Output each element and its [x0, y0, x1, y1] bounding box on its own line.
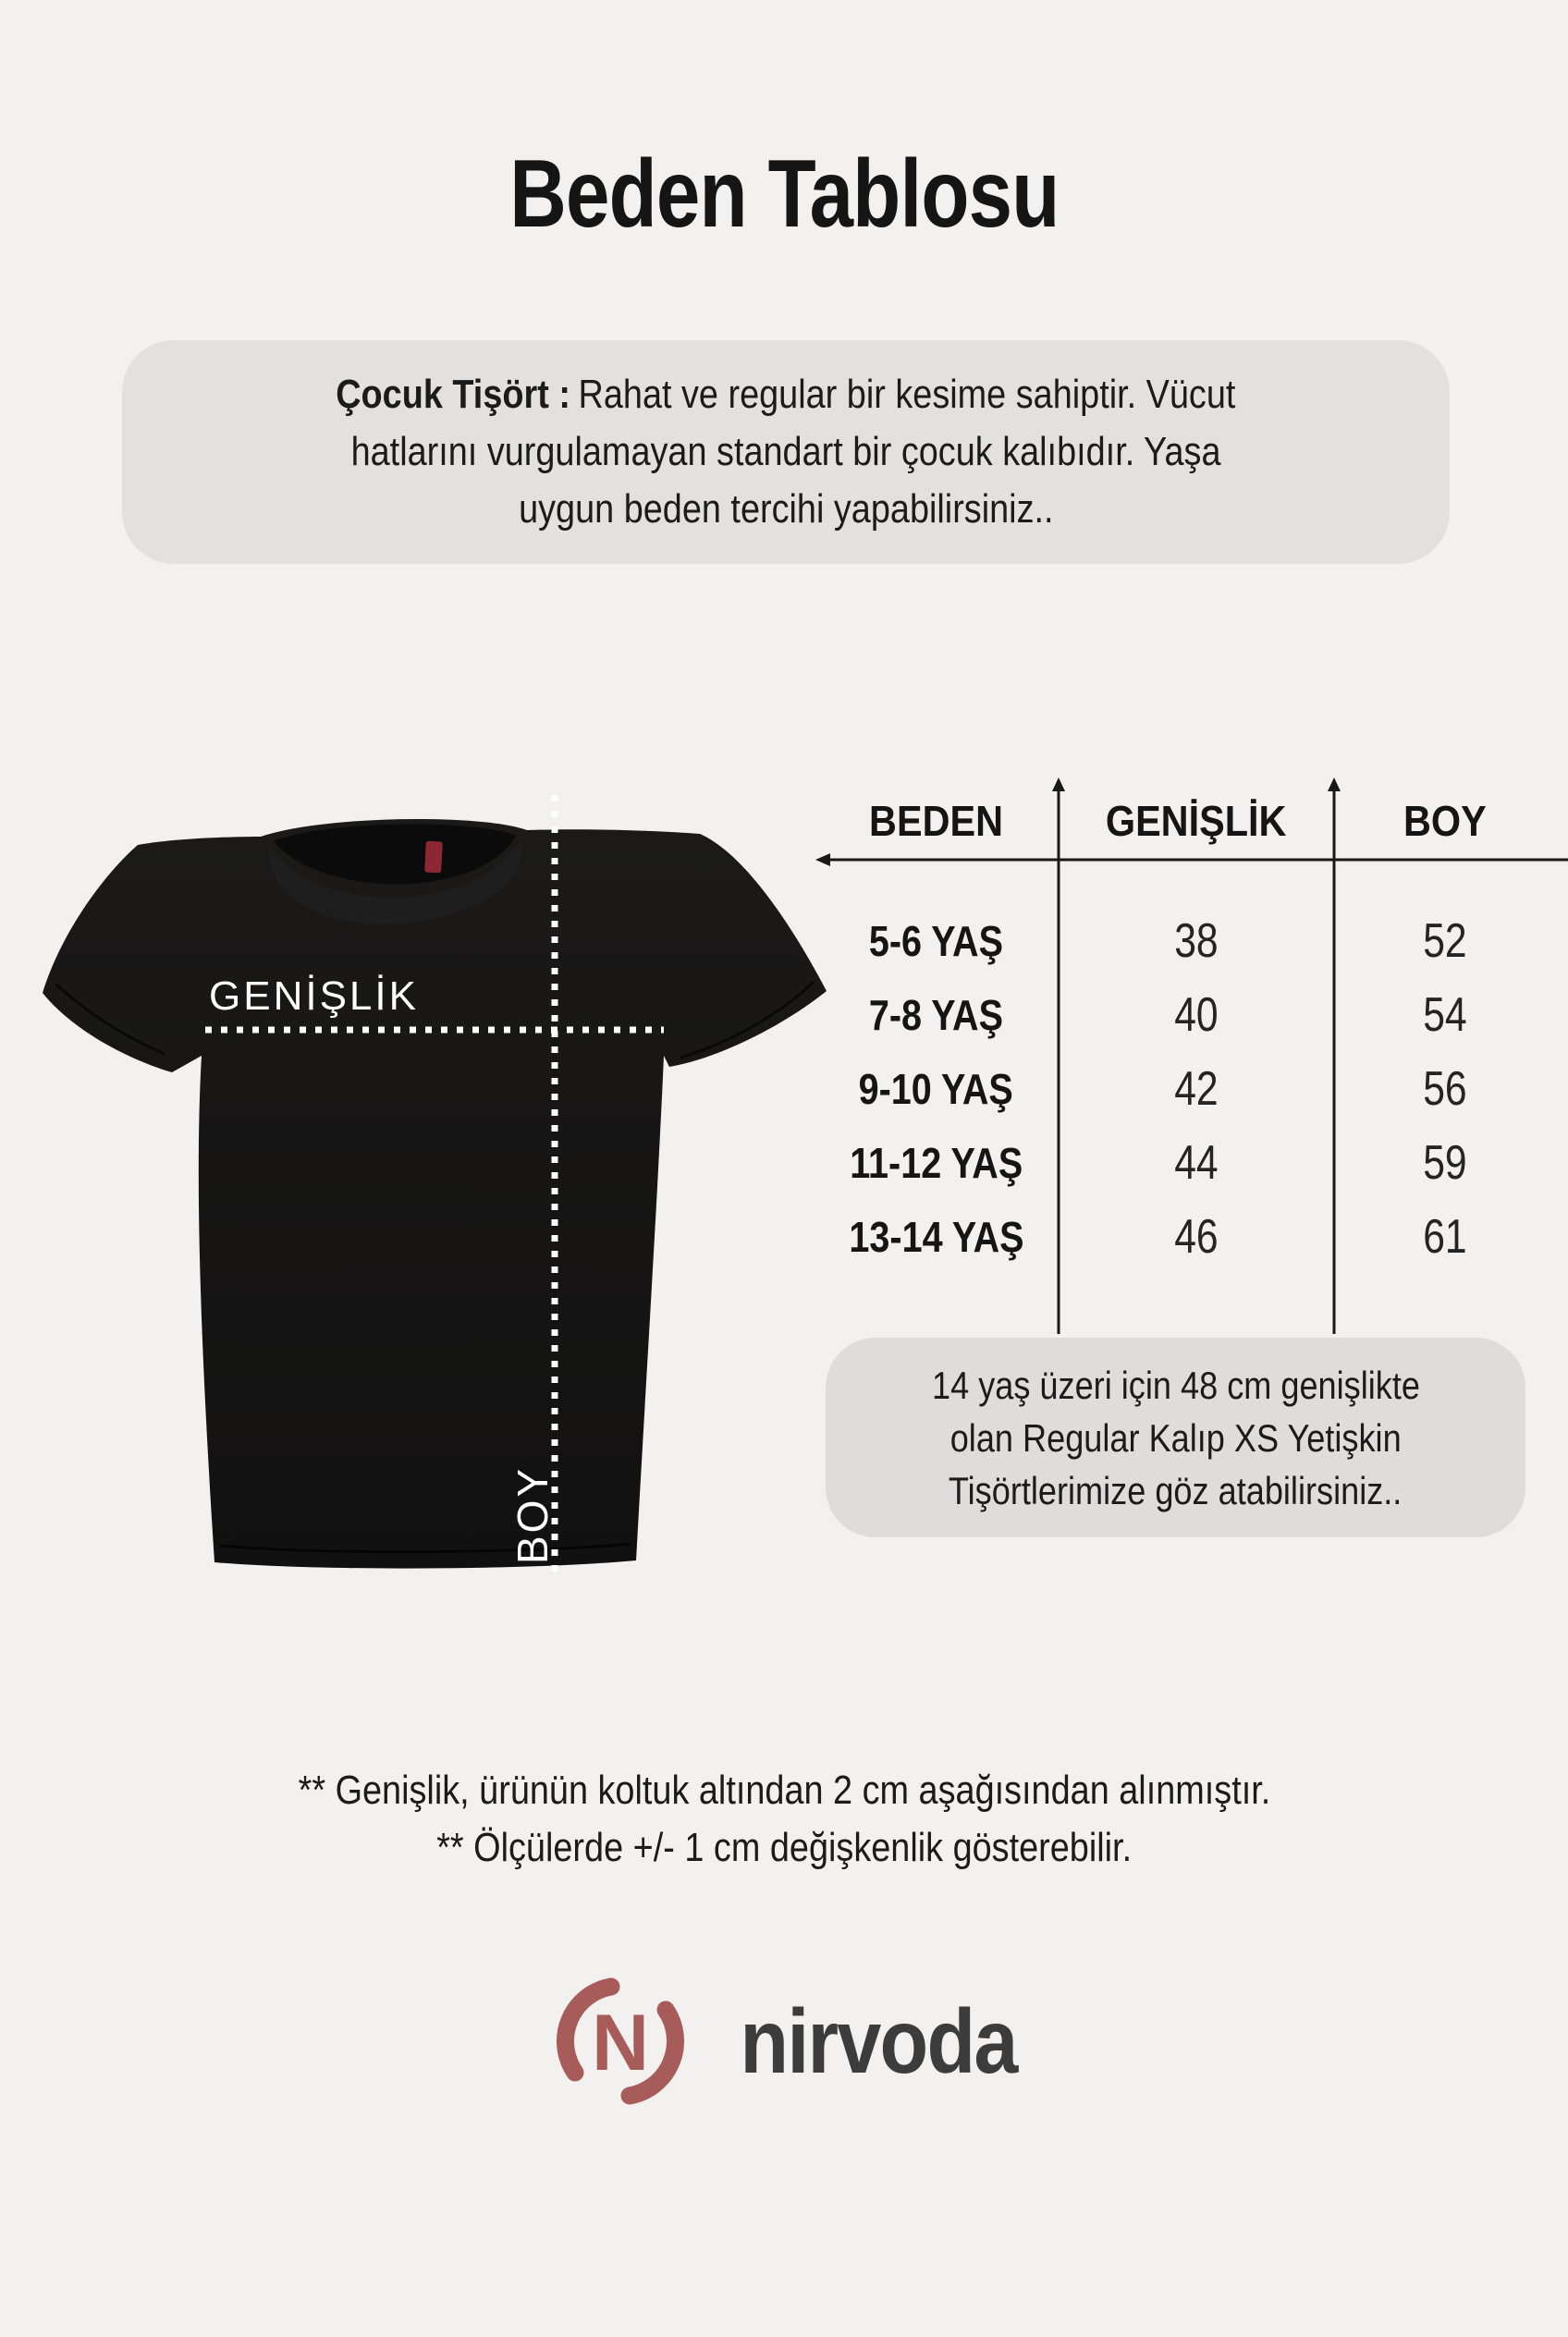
- length-cell: 59: [1423, 1136, 1467, 1190]
- table-row: [814, 904, 1568, 978]
- table-row: [814, 978, 1568, 1052]
- brand-logo: [0, 1965, 1568, 2118]
- size-cell: 5-6 YAŞ: [868, 917, 1004, 965]
- height-label: BOY: [508, 1465, 557, 1564]
- description-text-2: hatlarını vurgulamayan standart bir çocuk kalıbıdır. Yaşa: [350, 429, 1221, 474]
- note-line: olan Regular Kalıp XS Yetişkin: [949, 1415, 1402, 1460]
- table-row: [814, 1200, 1568, 1274]
- width-cell: 40: [1174, 988, 1219, 1042]
- size-cell: 11-12 YAŞ: [850, 1139, 1023, 1187]
- length-cell: 61: [1423, 1210, 1467, 1264]
- description-heading: Çocuk Tişört :: [336, 372, 571, 417]
- adult-size-note-box: [826, 1338, 1525, 1537]
- footnote-line: ** Genişlik, ürünün koltuk altından 2 cm aşağısından alınmıştır.: [298, 1768, 1270, 1813]
- width-cell: 38: [1174, 914, 1219, 968]
- tshirt-image: [18, 788, 832, 1583]
- size-table-header: [814, 791, 1568, 850]
- column-header-beden: BEDEN: [869, 797, 1003, 845]
- footnote-line: ** Ölçülerde +/- 1 cm değişkenlik gösterebilir.: [436, 1825, 1132, 1870]
- size-table-body: [814, 904, 1568, 1274]
- brand-wordmark: nirvoda: [740, 1990, 1017, 2092]
- length-cell: 54: [1423, 988, 1467, 1042]
- description-text-3: uygun beden tercihi yapabilirsiniz..: [518, 486, 1054, 532]
- size-cell: 7-8 YAŞ: [868, 991, 1004, 1039]
- column-header-genislik: GENİŞLİK: [1106, 797, 1287, 845]
- note-line: 14 yaş üzeri için 48 cm genişlikte: [931, 1363, 1420, 1407]
- neck-tag-icon: [424, 841, 443, 874]
- length-cell: 56: [1423, 1062, 1467, 1116]
- note-line: Tişörtlerimize göz atabilirsiniz..: [949, 1468, 1403, 1512]
- description-line: [122, 366, 1450, 423]
- size-cell: 13-14 YAŞ: [848, 1213, 1024, 1261]
- description-line: [122, 423, 1450, 481]
- logo-mark-icon: [533, 1965, 708, 2118]
- table-row: [814, 1126, 1568, 1200]
- description-text-1: Rahat ve regular bir kesime sahiptir. Vücut: [578, 372, 1236, 417]
- length-cell: 52: [1423, 914, 1467, 968]
- measurement-footnotes: [0, 1762, 1568, 1877]
- width-cell: 42: [1174, 1062, 1219, 1116]
- tshirt-silhouette: [43, 819, 827, 1569]
- size-cell: 9-10 YAŞ: [858, 1065, 1014, 1113]
- description-line: [122, 481, 1450, 538]
- column-header-boy: BOY: [1403, 797, 1487, 845]
- arrow-up-icon: [1052, 777, 1065, 791]
- width-label: GENİŞLİK: [209, 973, 419, 1019]
- page-title-row: [0, 141, 1568, 248]
- description-box: [122, 340, 1450, 564]
- svg-text:N: N: [591, 1999, 650, 2087]
- table-row: [814, 1052, 1568, 1126]
- width-cell: 44: [1174, 1136, 1219, 1190]
- arrow-left-icon: [815, 853, 830, 866]
- arrow-up-icon: [1328, 777, 1341, 791]
- width-cell: 46: [1174, 1210, 1219, 1264]
- page-title: Beden Tablosu: [508, 141, 1060, 248]
